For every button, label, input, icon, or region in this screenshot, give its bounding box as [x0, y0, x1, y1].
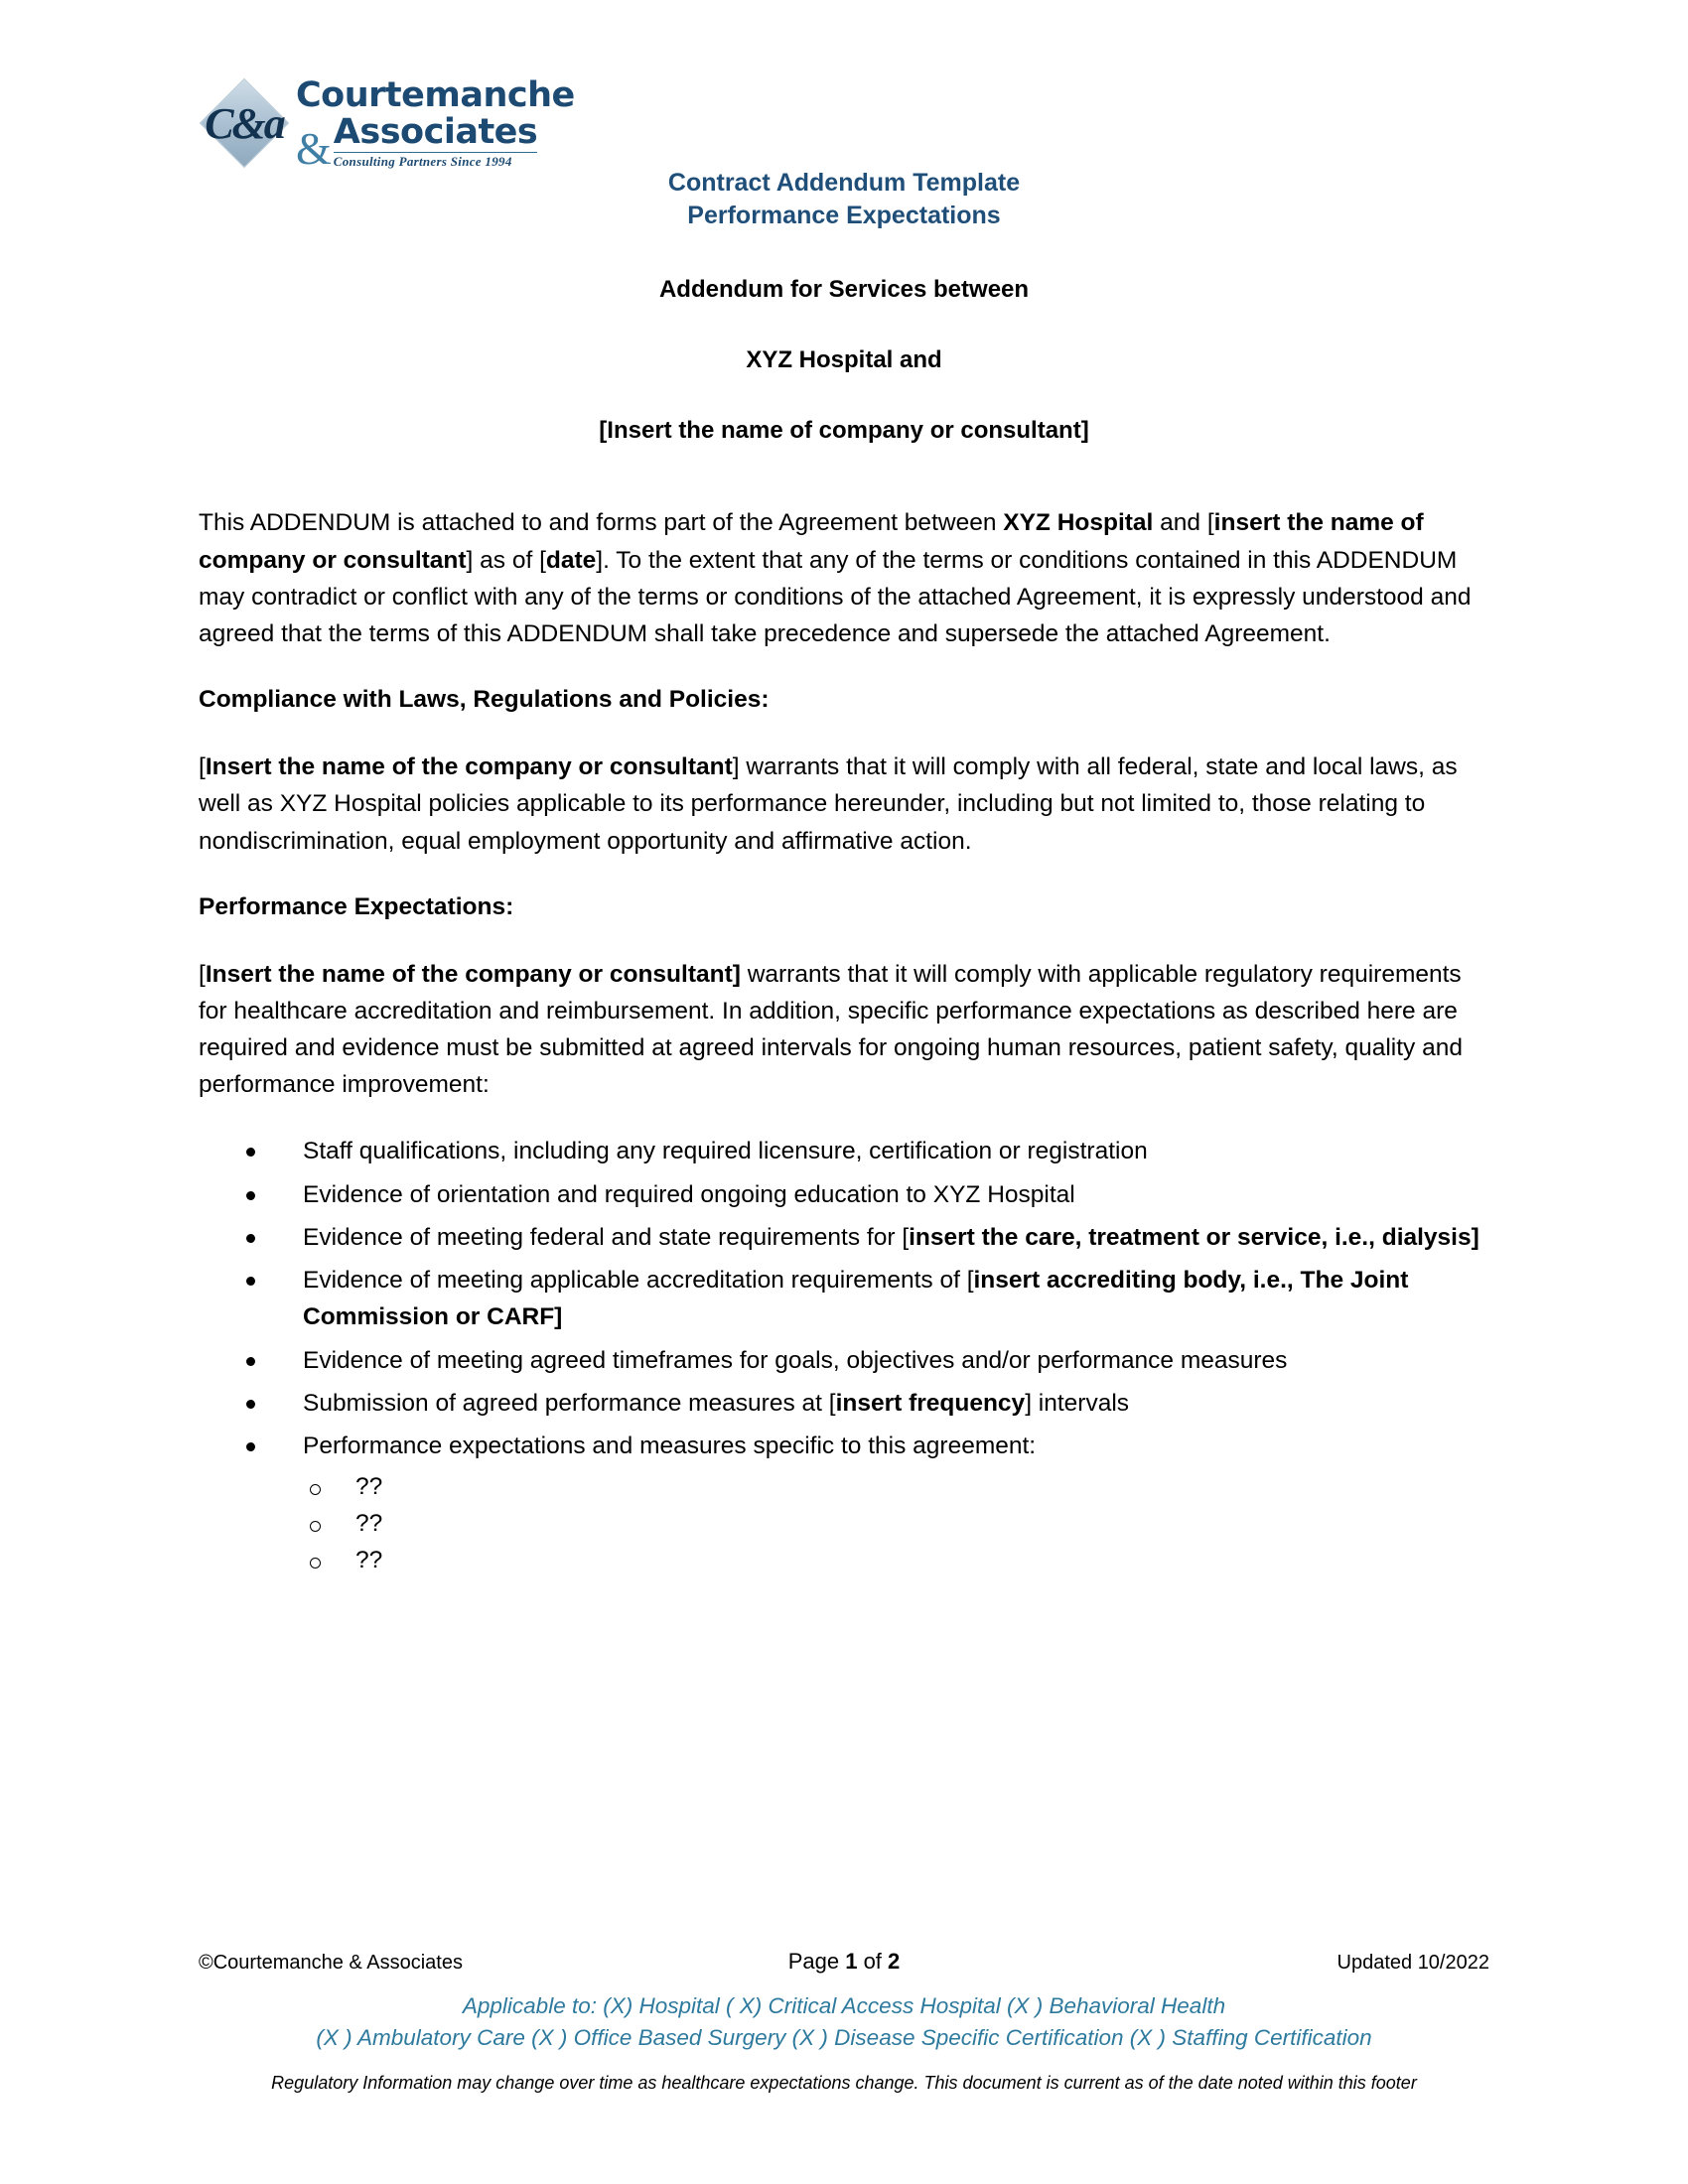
- compliance-text-2: ] warrants that it will comply with all federal, state and local laws, as well as XYZ Hospital policies applicable to its performance hereunder, including but not limited to, those relating to nondiscrimination, equal employment opportunity and affirmative action.: [199, 753, 1458, 855]
- footer-updated-date: Updated 10/2022: [1336, 1952, 1489, 1975]
- page-prefix: Page: [787, 1949, 846, 1975]
- bullet-text-2: Evidence of orientation and required ongoing education to XYZ Hospital: [303, 1180, 1075, 1208]
- header-title-line2: Performance Expectations: [687, 202, 1001, 230]
- intro-paragraph: [199, 504, 1489, 652]
- list-item: [199, 1342, 1489, 1379]
- page-middle: of: [857, 1949, 889, 1975]
- list-item: [199, 1133, 1489, 1169]
- page-total: 2: [888, 1949, 901, 1975]
- logo-associates-group: [333, 112, 538, 169]
- logo-tagline: Consulting Partners Since 1994: [333, 154, 512, 169]
- intro-bold-date-placeholder: date: [545, 546, 597, 574]
- page-number: [629, 1949, 1058, 1975]
- list-item: ??: [199, 1470, 1489, 1505]
- bullet-text-1: Staff qualifications, including any required licensure, certification or registration: [303, 1138, 1148, 1165]
- intro-bold-company-placeholder: insert the name of company or consultant: [199, 509, 1424, 574]
- bullet-text-3: Evidence of meeting federal and state requirements for [: [303, 1223, 910, 1251]
- compliance-text-1: [: [199, 753, 206, 781]
- logo-second-row: [296, 112, 575, 175]
- addendum-title-line2: XYZ Hospital and: [746, 345, 942, 373]
- performance-text-2: warrants that it will comply with applicable regulatory requirements for healthcare accreditation and reimbursement. In addition, specific performance expectations as described here are required and evidence must be submitted at agreed intervals for ongoing human resources, patient safety, quality and performance improvement:: [199, 960, 1463, 1099]
- document-header: [0, 0, 1688, 230]
- list-item: [199, 1385, 1489, 1422]
- applicability-line-1: Applicable to: (X) Hospital ( X) Critical Access Hospital (X ) Behavioral Health: [462, 1993, 1226, 2019]
- list-item: ??: [199, 1544, 1489, 1578]
- document-body: [0, 276, 1688, 1578]
- logo-company-name-line1: Courtemanche: [296, 75, 575, 115]
- compliance-paragraph: [199, 749, 1489, 860]
- performance-heading: Performance Expectations:: [199, 892, 514, 920]
- bullet-text-4: Evidence of meeting applicable accreditation requirements of [: [303, 1267, 974, 1295]
- bullet-bold-3: insert the care, treatment or service, i.e., dialysis]: [909, 1223, 1479, 1251]
- intro-bold-xyz-hospital: XYZ Hospital: [1003, 509, 1154, 537]
- performance-paragraph: [199, 956, 1489, 1104]
- bullet-bold-4: insert accrediting body, i.e., The Joint Commission or CARF]: [303, 1267, 1409, 1331]
- footer-disclaimer: Regulatory Information may change over time as healthcare expectations change. This document is current as of the date noted within this footer: [271, 2073, 1417, 2093]
- bullet-text-7: Performance expectations and measures specific to this agreement:: [303, 1433, 1037, 1460]
- performance-measures-sublist: [199, 1470, 1489, 1577]
- intro-text-4: ]. To the extent that any of the terms or conditions contained in this ADDENDUM may contradict or conflict with any of the terms or conditions of the attached Agreement, it is expressly understood and agreed that the terms of this ADDENDUM shall take precedence and supersede the attached Agreement.: [199, 546, 1472, 648]
- intro-text-1: This ADDENDUM is attached to and forms part of the Agreement between: [199, 509, 1004, 537]
- applicability-line-2: (X ) Ambulatory Care (X ) Office Based Surgery (X ) Disease Specific Certification (X ) Staffing Certification: [316, 2025, 1372, 2051]
- footer-info-row: [199, 1949, 1489, 1975]
- bullet-text-6: Submission of agreed performance measures at [: [303, 1389, 836, 1417]
- intro-text-2: and [: [1153, 509, 1214, 537]
- compliance-heading: Compliance with Laws, Regulations and Policies:: [199, 686, 770, 714]
- list-item: ??: [199, 1507, 1489, 1542]
- page-current: 1: [845, 1949, 858, 1975]
- list-item: [199, 1428, 1489, 1464]
- addendum-title-line3: [Insert the name of company or consultant]: [599, 416, 1089, 444]
- footer-copyright: ©Courtemanche & Associates: [199, 1952, 463, 1975]
- addendum-title-line1: Addendum for Services between: [658, 276, 1030, 303]
- addendum-title-block: [199, 276, 1489, 445]
- title-body-spacer: [199, 445, 1489, 504]
- performance-text-1: [: [199, 960, 206, 988]
- compliance-bold-placeholder: Insert the name of the company or consultant: [205, 753, 733, 781]
- bullet-tail-6: ] intervals: [1025, 1389, 1130, 1417]
- list-item: [199, 1262, 1489, 1335]
- company-logo: [199, 75, 575, 175]
- intro-text-3: ] as of [: [466, 546, 546, 574]
- list-item: [199, 1219, 1489, 1256]
- performance-expectations-list: [199, 1133, 1489, 1464]
- logo-diamond-icon: [199, 77, 290, 169]
- performance-bold-placeholder: Insert the name of the company or consultant]: [205, 960, 741, 988]
- header-title-line1: Contract Addendum Template: [667, 169, 1021, 197]
- bullet-text-5: Evidence of meeting agreed timeframes for goals, objectives and/or performance measures: [303, 1346, 1288, 1374]
- logo-wordmark: [296, 75, 575, 175]
- logo-monogram: C&a: [205, 98, 284, 148]
- list-item: [199, 1176, 1489, 1213]
- logo-company-name-line2: Associates: [333, 112, 538, 152]
- document-footer: [0, 1949, 1688, 2097]
- bullet-bold-6: insert frequency: [835, 1389, 1026, 1417]
- logo-divider: [334, 152, 537, 153]
- logo-ampersand-icon: &: [296, 123, 332, 175]
- document-header-title: [0, 167, 1688, 233]
